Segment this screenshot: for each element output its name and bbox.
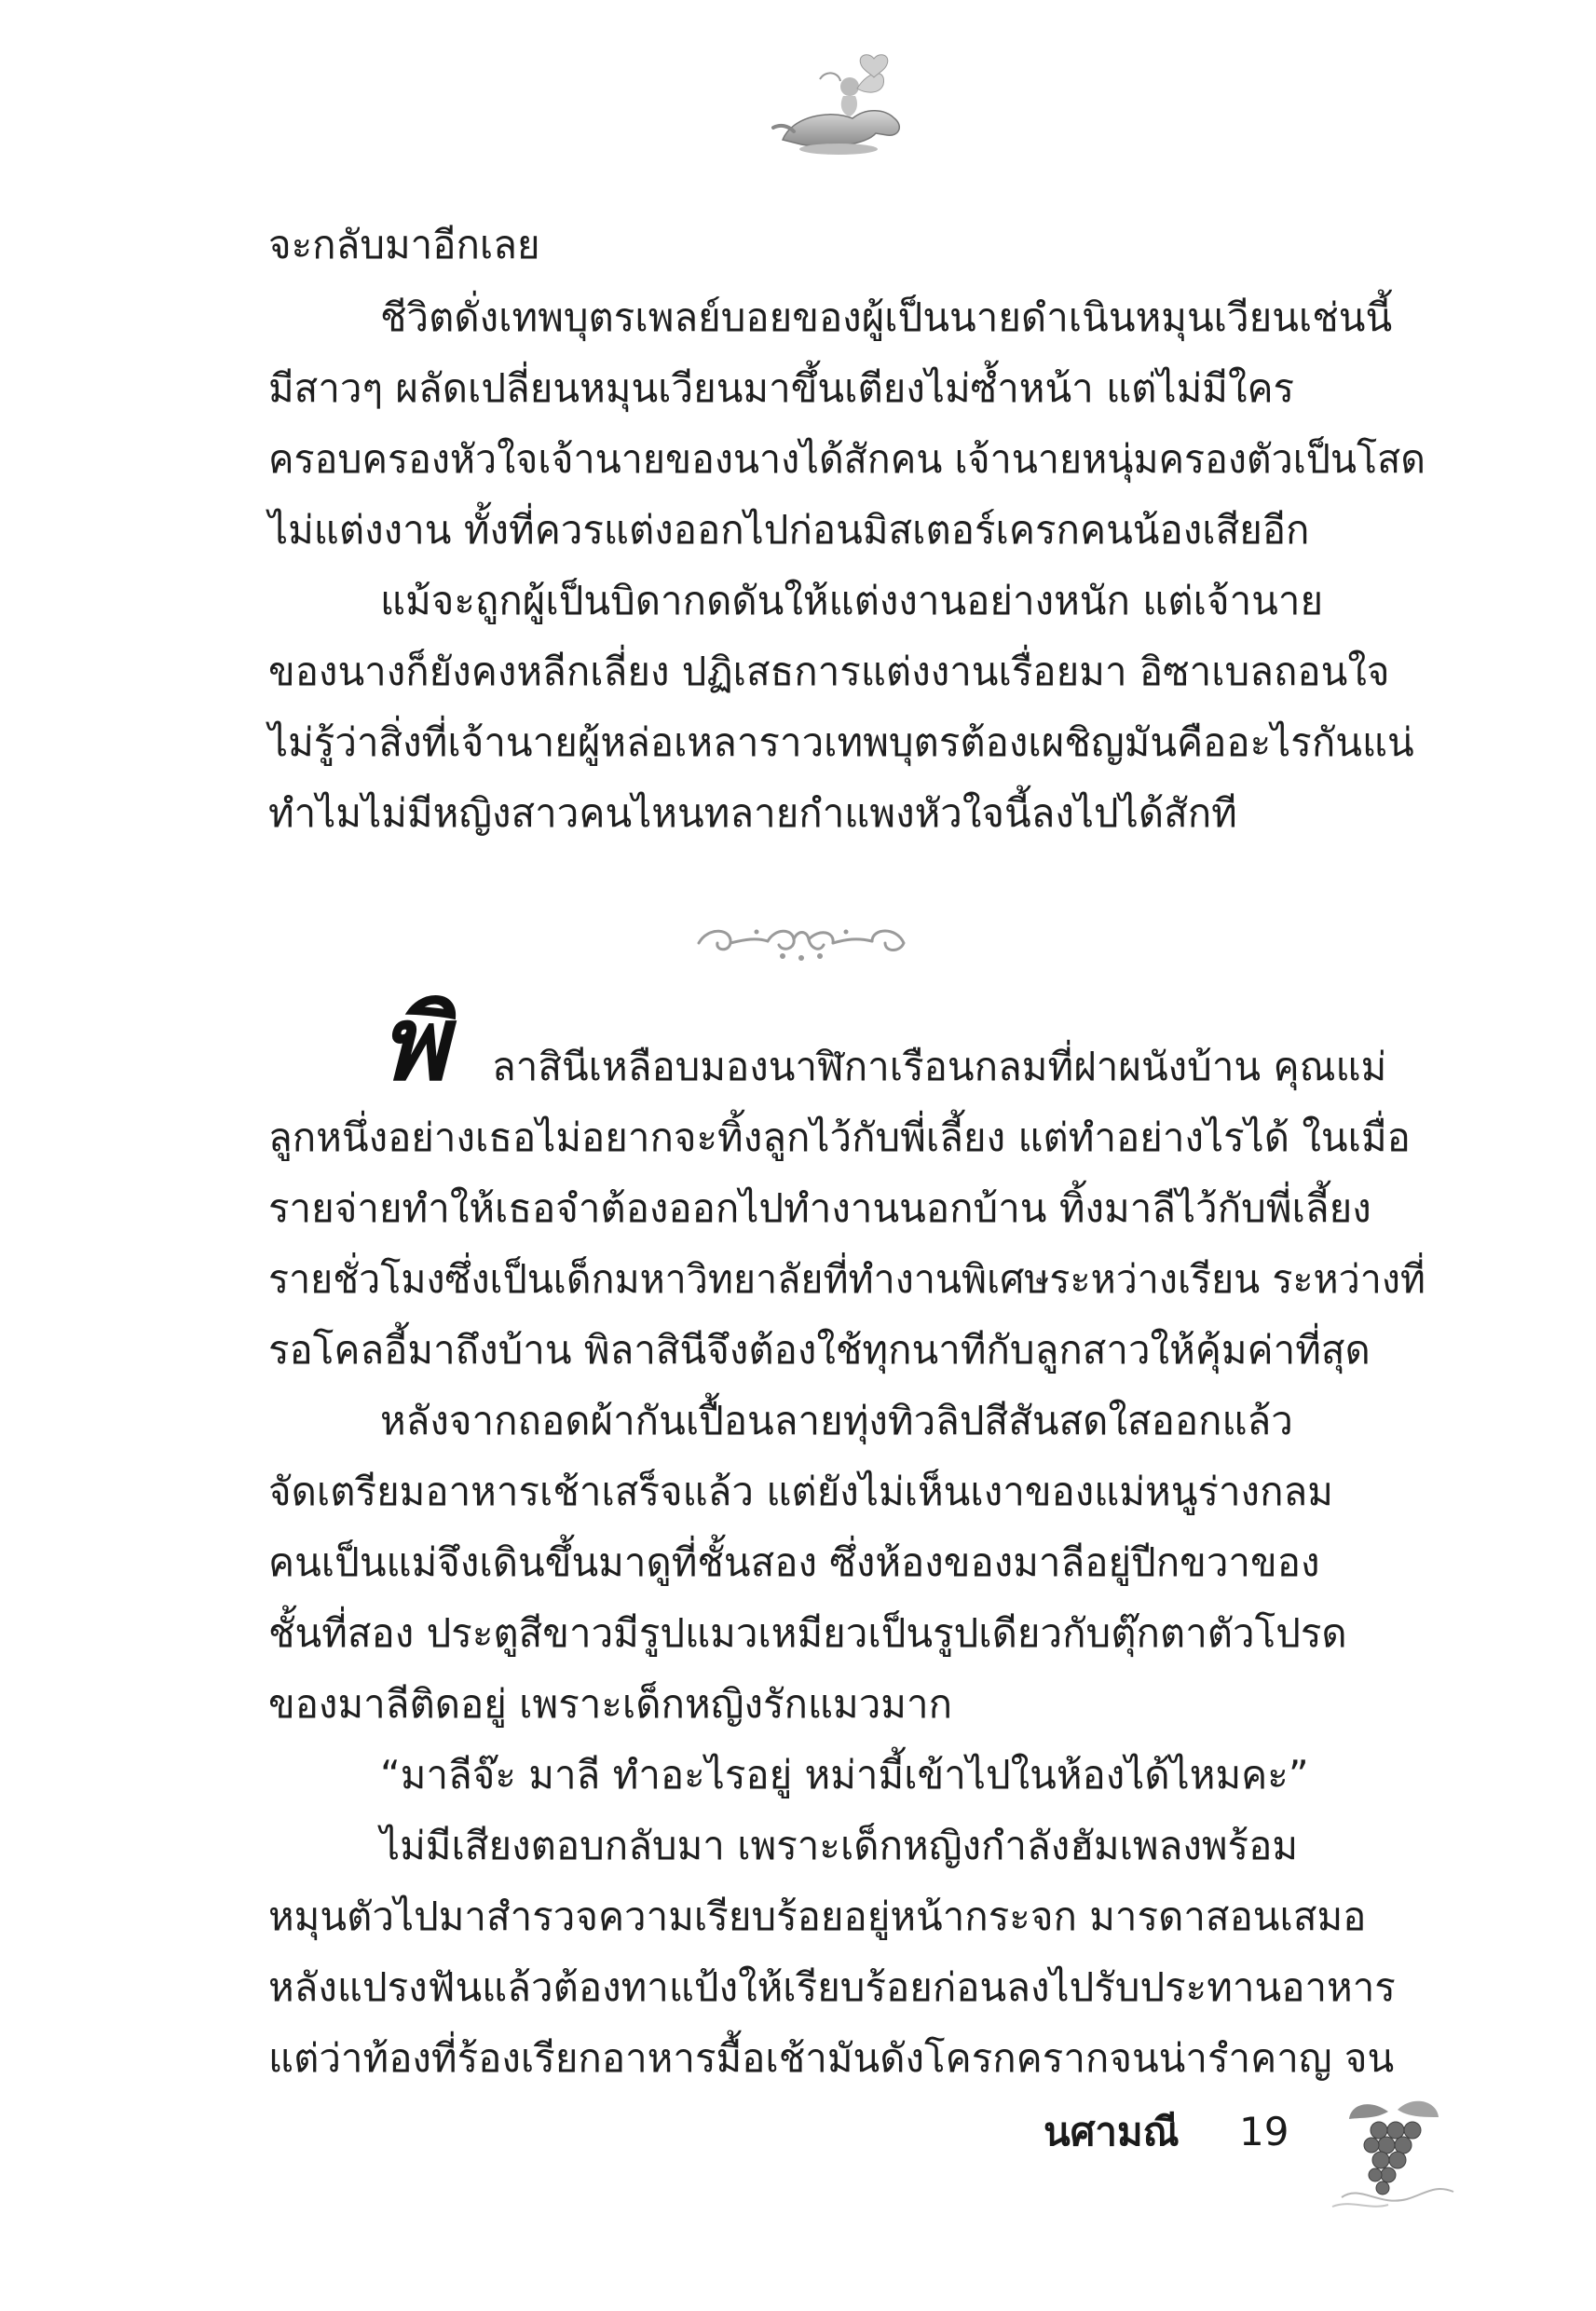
line-text: ของนางก็ยังคงหลีกเลี่ยง ปฏิเสธการแต่งงานเรื่อยมา อิซาเบลถอนใจ — [268, 649, 1390, 694]
line-text: “มาลีจ๊ะ มาลี ทำอะไรอยู่ หม่ามี้เข้าไปในห้องได้ไหมคะ” — [380, 1752, 1309, 1798]
book-title: นศามณี — [1044, 2109, 1180, 2154]
text-line — [0, 1817, 1596, 1879]
text-line — [0, 431, 1596, 492]
line-text: รอโคลอี้มาถึงบ้าน พิลาสินีจึงต้องใช้ทุกนาทีกับลูกสาวให้คุ้มค่าที่สุด — [268, 1327, 1371, 1373]
drop-cap: พิ — [380, 983, 448, 1103]
text-line — [0, 1180, 1596, 1241]
line-text: แม้จะถูกผู้เป็นบิดากดดันให้แต่งงานอย่างหนัก แต่เจ้านาย — [380, 578, 1324, 623]
text-line — [0, 1321, 1596, 1383]
line-text: รายชั่วโมงซึ่งเป็นเด็กมหาวิทยาลัยที่ทำงานพิเศษระหว่างเรียน ระหว่างที่ — [268, 1256, 1426, 1302]
page-footer — [1044, 2104, 1323, 2179]
line-text: จัดเตรียมอาหารเช้าเสร็จแล้ว แต่ยังไม่เห็นเงาของแม่หนูร่างกลม — [268, 1469, 1333, 1514]
text-line — [0, 1463, 1596, 1525]
text-line — [0, 289, 1596, 350]
text-line — [0, 1746, 1596, 1808]
line-text: หลังแปรงฟันแล้วต้องทาแป้งให้เรียบร้อยก่อนลงไปรับประทานอาหาร — [268, 1964, 1396, 2010]
line-text: มีสาวๆ ผลัดเปลี่ยนหมุนเวียนมาขึ้นเตียงไม่ซ้ำหน้า แต่ไม่มีใคร — [268, 365, 1295, 411]
line-text: ครอบครองหัวใจเจ้านายของนางได้สักคน เจ้านายหนุ่มครองตัวเป็นโสด — [268, 436, 1426, 482]
line-text: รายจ่ายทำให้เธอจำต้องออกไปทำงานนอกบ้าน ทิ้งมาลีไว้กับพี่เลี้ยง — [268, 1185, 1371, 1231]
line-text: ลูกหนึ่งอย่างเธอไม่อยากจะทิ้งลูกไว้กับพี่เลี้ยง แต่ทำอย่างไรได้ ในเมื่อ — [268, 1114, 1411, 1160]
text-line — [0, 1038, 1596, 1100]
grape-ornament-icon — [1323, 2095, 1463, 2216]
line-text: ไม่มีเสียงตอบกลับมา เพราะเด็กหญิงกำลังฮัมเพลงพร้อม — [380, 1823, 1299, 1868]
text-line — [0, 1888, 1596, 1949]
text-line — [0, 1959, 1596, 2020]
text-line — [0, 1251, 1596, 1312]
line-text: ของมาลีติดอยู่ เพราะเด็กหญิงรักแมวมาก — [268, 1681, 952, 1727]
text-line — [0, 216, 1596, 278]
text-line — [0, 572, 1596, 634]
line-text: ไม่รู้ว่าสิ่งที่เจ้านายผู้หล่อเหลาราวเทพบุตรต้องเผชิญมันคืออะไรกันแน่ — [268, 719, 1414, 765]
text-line — [0, 360, 1596, 421]
line-text: ชีวิตดั่งเทพบุตรเพลย์บอยของผู้เป็นนายดำเนินหมุนเวียนเช่นนี้ — [380, 294, 1393, 340]
line-text: หลังจากถอดผ้ากันเปื้อนลายทุ่งทิวลิปสีสันสดใสออกแล้ว — [380, 1398, 1293, 1443]
text-line — [0, 2030, 1596, 2091]
text-line — [0, 643, 1596, 704]
text-line — [0, 1534, 1596, 1595]
line-text: ไม่แต่งงาน ทั้งที่ควรแต่งออกไปก่อนมิสเตอร์เครกคนน้องเสียอีก — [268, 507, 1310, 553]
text-line — [0, 714, 1596, 775]
line-text: จะกลับมาอีกเลย — [268, 222, 540, 267]
text-line — [0, 1109, 1596, 1170]
line-text: หมุนตัวไปมาสำรวจความเรียบร้อยอยู่หน้ากระจก มารดาสอนเสมอ — [268, 1894, 1367, 1939]
flourish-divider-icon — [689, 911, 913, 967]
text-line — [0, 1605, 1596, 1666]
text-line — [0, 1675, 1596, 1737]
text-line — [0, 785, 1596, 846]
page-number: 19 — [1239, 2109, 1289, 2154]
line-text: ทำไมไม่มีหญิงสาวคนไหนทลายกำแพงหัวใจนี้ลงไปได้สักที — [268, 790, 1237, 836]
line-text: คนเป็นแม่จึงเดินขึ้นมาดูที่ชั้นสอง ซึ่งห้องของมาลีอยู่ปีกขวาของ — [268, 1539, 1320, 1585]
line-text: แต่ว่าท้องที่ร้องเรียกอาหารมื้อเช้ามันดังโครกครากจนน่ารำคาญ จน — [268, 2035, 1395, 2081]
lamp-ornament-icon — [764, 51, 913, 163]
text-line — [0, 1392, 1596, 1454]
text-line — [0, 501, 1596, 563]
line-text: ชั้นที่สอง ประตูสีขาวมีรูปแมวเหมียวเป็นรูปเดียวกับตุ๊กตาตัวโปรด — [268, 1610, 1347, 1656]
line-text: ลาสินีเหลือบมองนาฬิกาเรือนกลมที่ฝาผนังบ้าน คุณแม่ — [492, 1044, 1387, 1089]
